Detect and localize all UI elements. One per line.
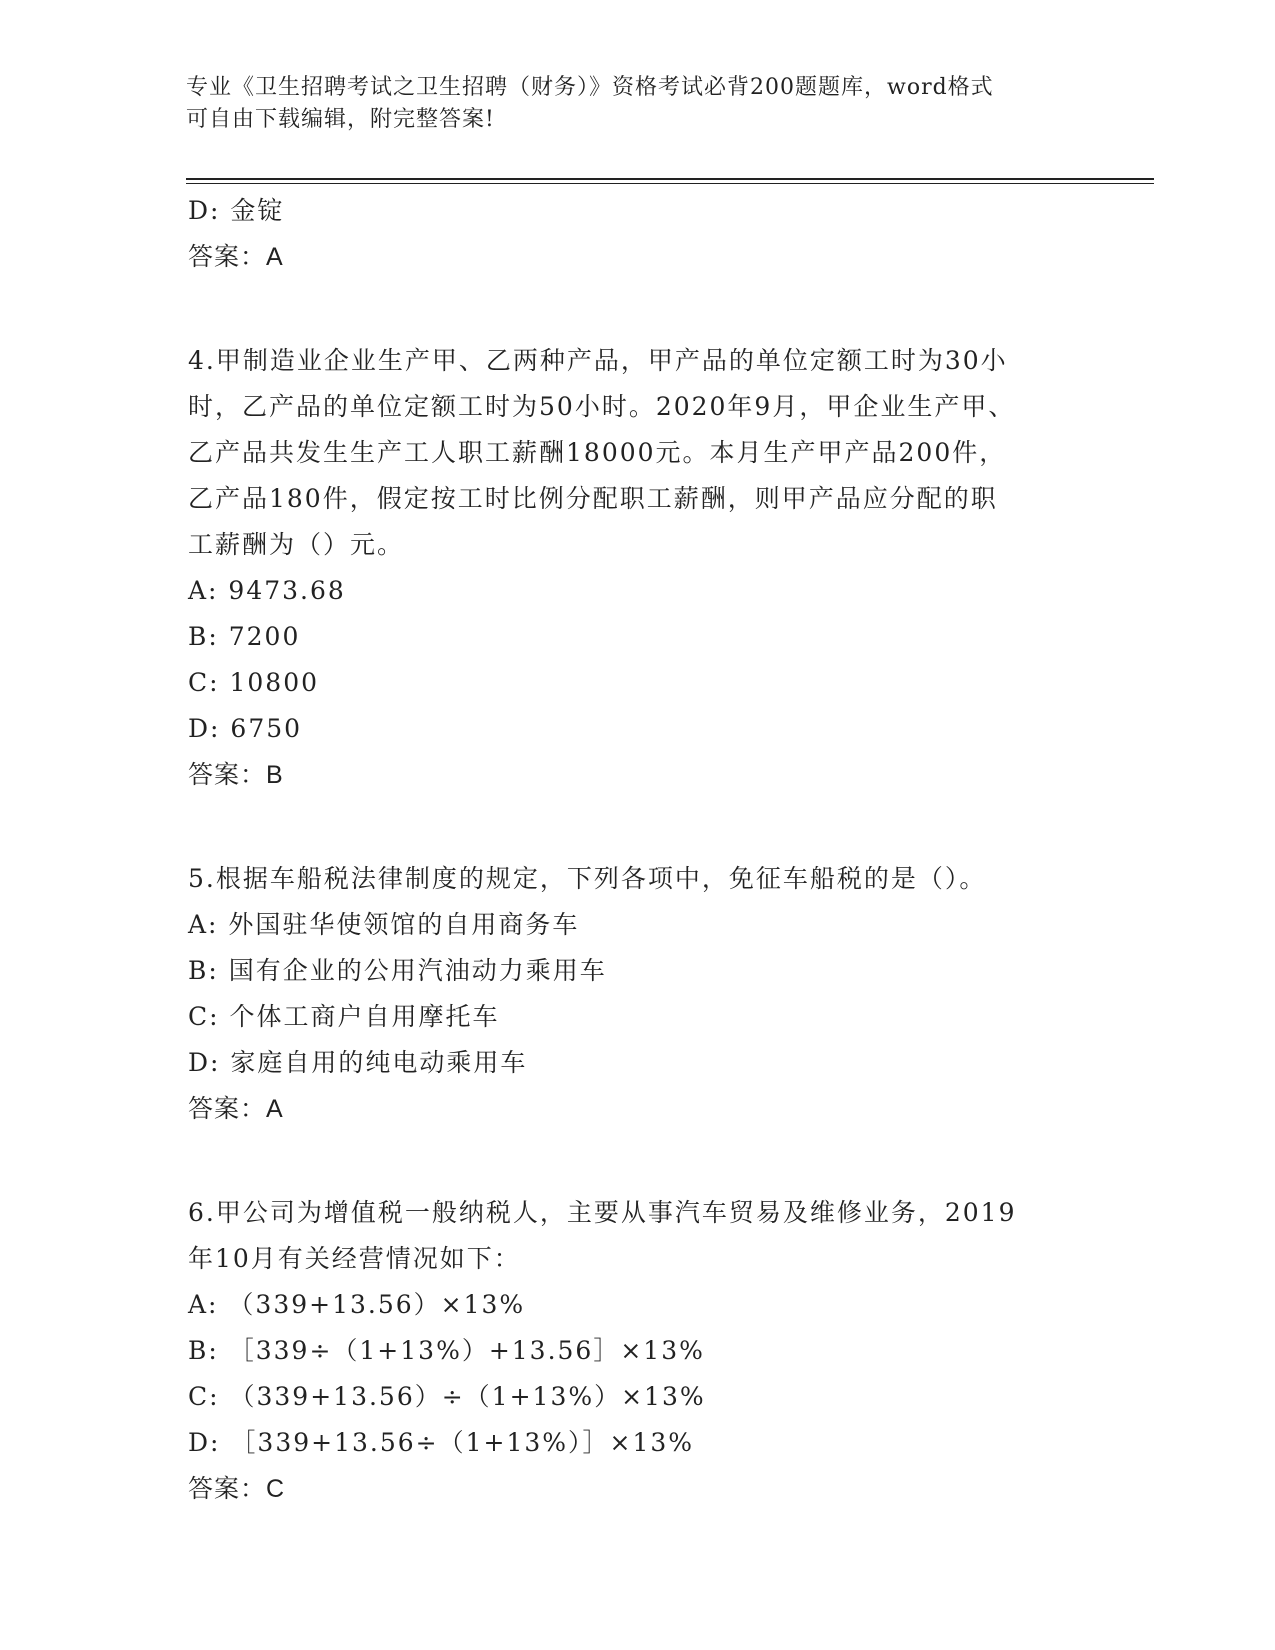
document-header <box>186 72 1086 136</box>
question-6 <box>188 1190 1088 1512</box>
q6-answer: 答案：C <box>188 1475 286 1503</box>
q4-stem-line: 乙产品180件，假定按工时比例分配职工薪酬，则甲产品应分配的职 <box>188 484 998 513</box>
q4-option-a: A: 9473.68 <box>188 576 346 605</box>
q6-option-a: A: （339+13.56）×13% <box>188 1290 526 1319</box>
q4-answer: 答案：B <box>188 761 284 789</box>
q5-stem-line: 5.根据车船税法律制度的规定，下列各项中，免征车船税的是（）。 <box>188 864 987 893</box>
q6-option-c: C: （339+13.56）÷（1+13%）×13% <box>188 1382 706 1411</box>
q4-stem-line: 工薪酬为（）元。 <box>188 530 405 559</box>
q6-option-d: D: ［339+13.56÷（1+13%）］×13% <box>188 1428 695 1457</box>
q4-option-d: D: 6750 <box>188 714 303 743</box>
q4-stem-line: 4.甲制造业企业生产甲、乙两种产品，甲产品的单位定额工时为30小 <box>188 346 1008 375</box>
q4-option-c: C: 10800 <box>188 668 320 697</box>
question-5 <box>188 856 1088 1132</box>
question-3-tail <box>188 188 1088 280</box>
header-line-2: 可自由下载编辑，附完整答案! <box>186 107 495 132</box>
document-body <box>188 188 1088 1512</box>
q5-option-d: D: 家庭自用的纯电动乘用车 <box>188 1048 528 1077</box>
spacer <box>188 798 1088 856</box>
header-rule-thick <box>186 178 1154 180</box>
q6-option-b: B: ［339÷（1+13%）+13.56］×13% <box>188 1336 705 1365</box>
q6-stem-line: 6.甲公司为增值税一般纳税人，主要从事汽车贸易及维修业务，2019 <box>188 1198 1017 1227</box>
q3-answer: 答案：A <box>188 243 284 271</box>
q6-stem-line: 年10月有关经营情况如下： <box>188 1244 521 1273</box>
question-4 <box>188 338 1088 798</box>
q3-option-d: D: 金锭 <box>188 196 285 225</box>
q4-stem-line: 乙产品共发生生产工人职工薪酬18000元。本月生产甲产品200件， <box>188 438 1007 467</box>
q5-answer: 答案：A <box>188 1095 284 1123</box>
q4-option-b: B: 7200 <box>188 622 301 651</box>
header-rule-thin <box>186 183 1154 184</box>
spacer <box>188 1132 1088 1190</box>
spacer <box>188 280 1088 338</box>
header-line-1: 专业《卫生招聘考试之卫生招聘（财务）》资格考试必背200题题库，word格式 <box>186 75 994 100</box>
q5-option-b: B: 国有企业的公用汽油动力乘用车 <box>188 956 607 985</box>
q5-option-c: C: 个体工商户自用摩托车 <box>188 1002 500 1031</box>
q4-stem-line: 时，乙产品的单位定额工时为50小时。2020年9月，甲企业生产甲、 <box>188 392 1016 421</box>
q5-option-a: A: 外国驻华使领馆的自用商务车 <box>188 910 580 939</box>
